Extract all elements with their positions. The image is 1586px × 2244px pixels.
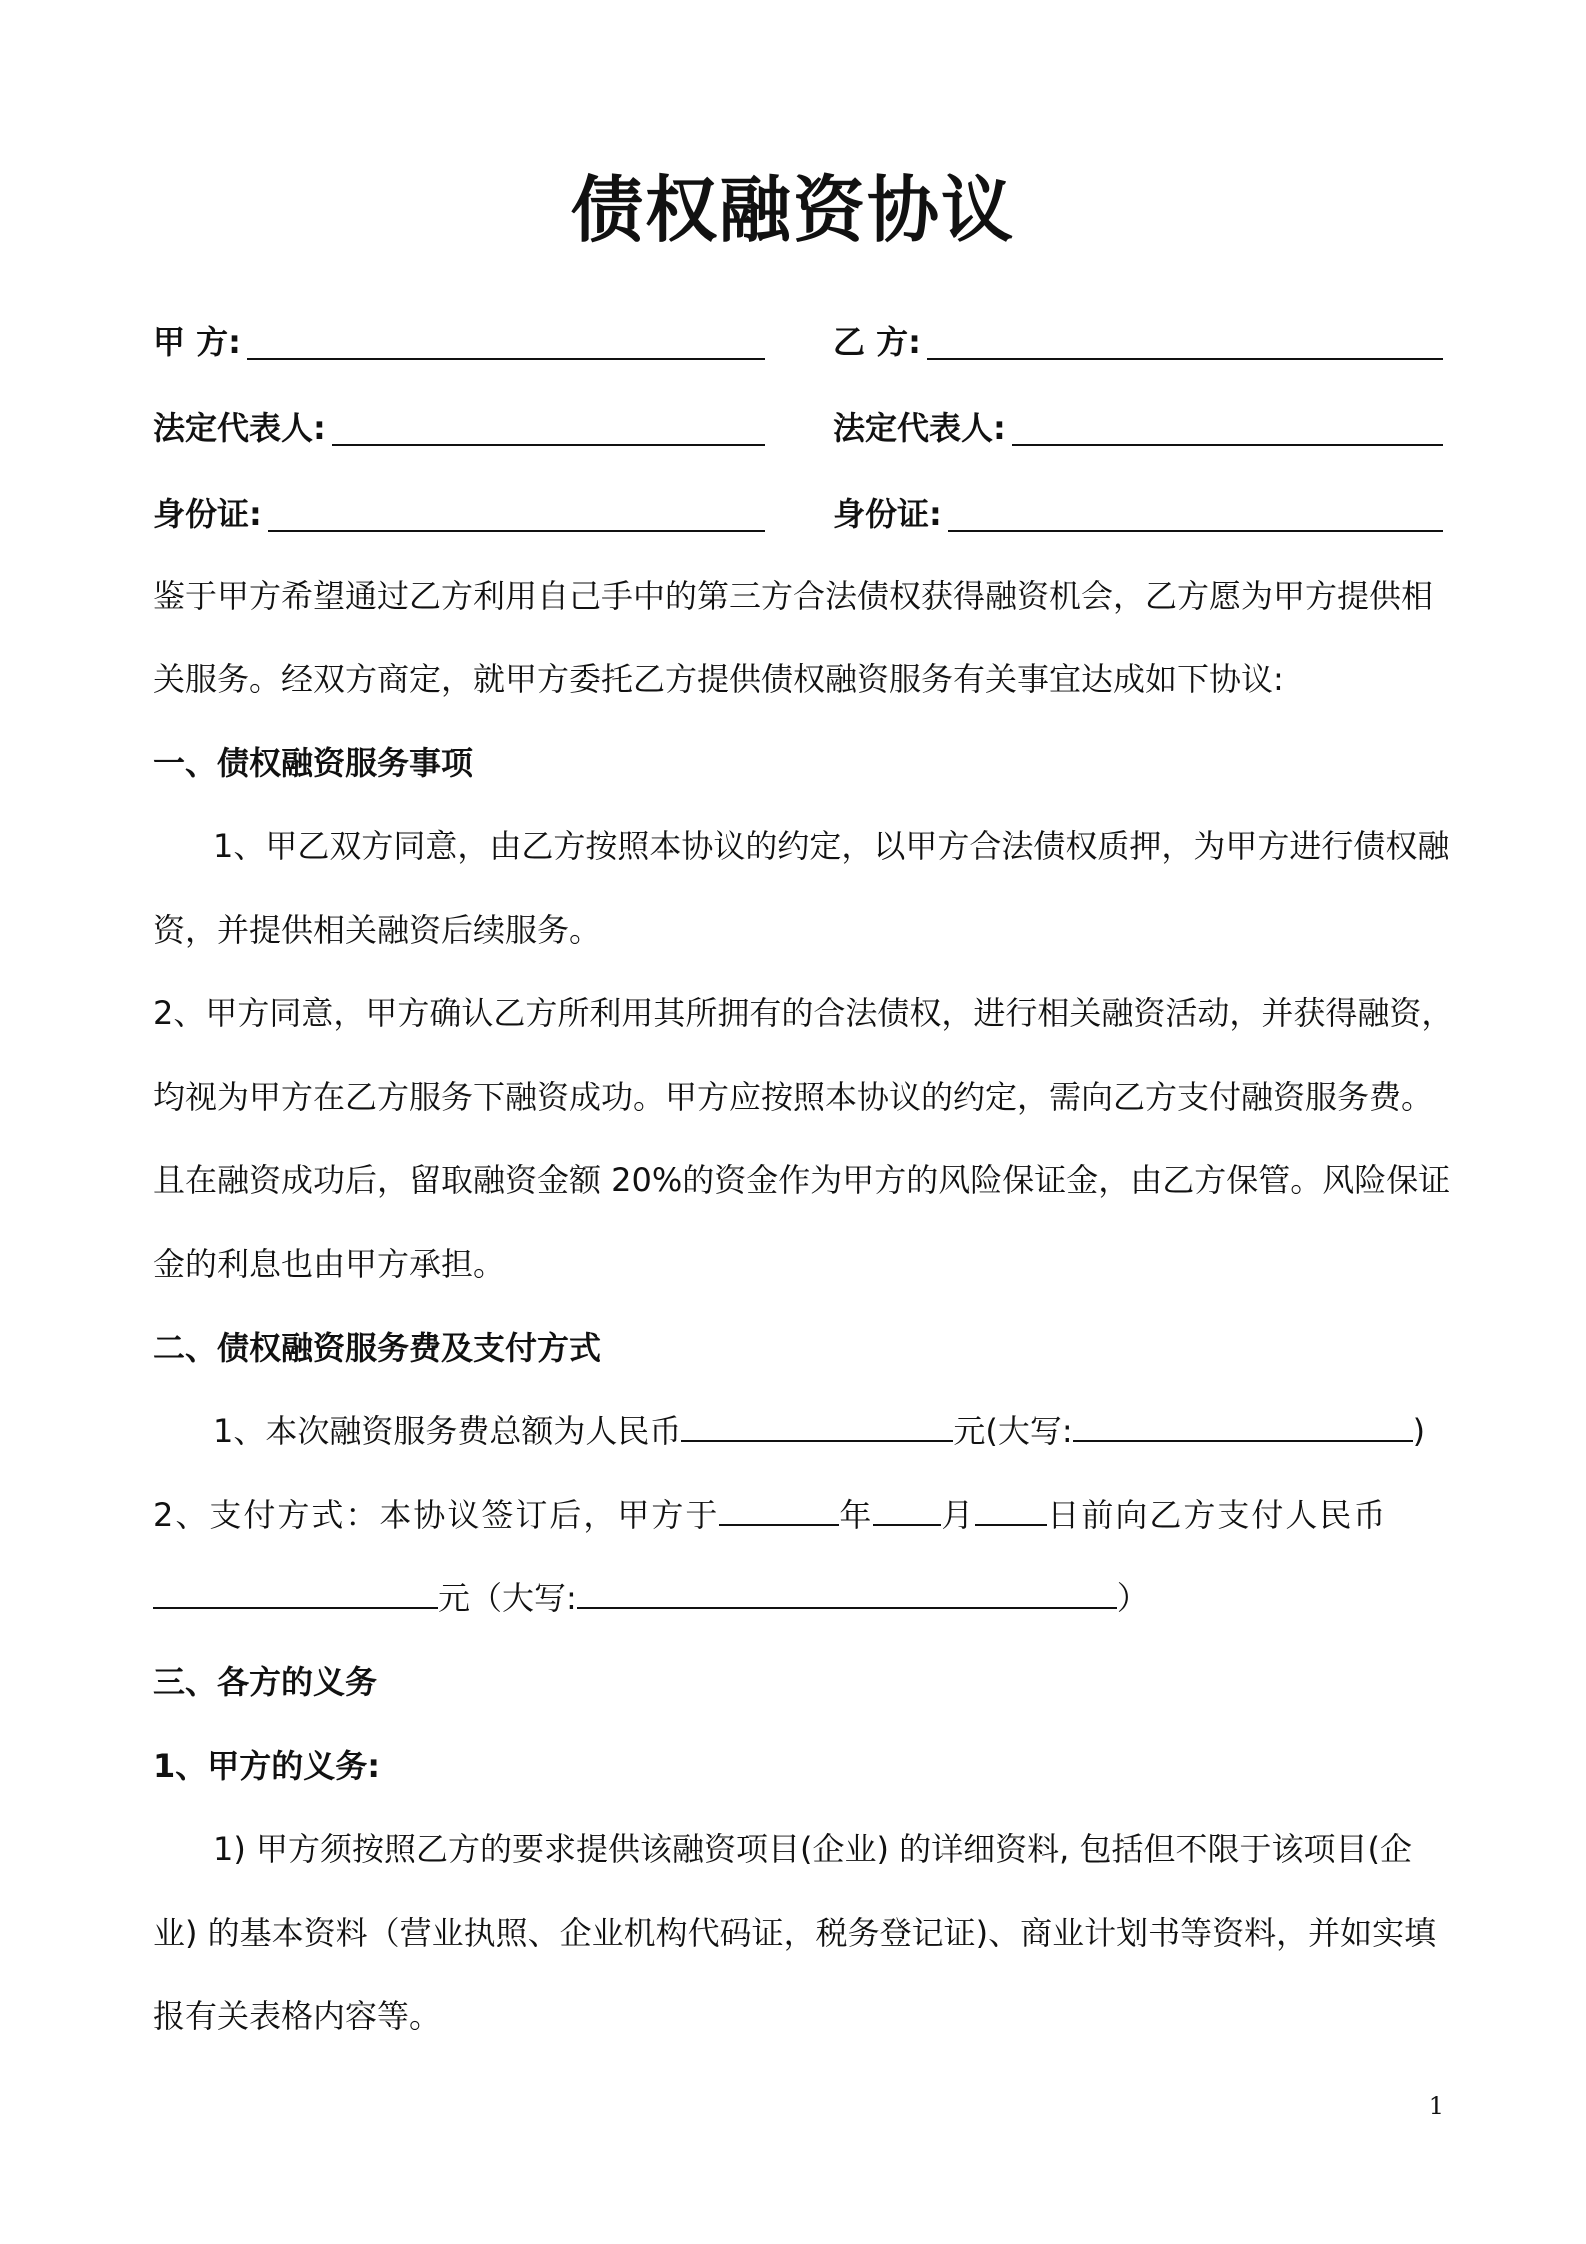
preamble-line-2: 关服务。经双方商定，就甲方委托乙方提供债权融资服务有关事宜达成如下协议: [153, 660, 1284, 698]
section-1-item-1-line-2: 资，并提供相关融资后续服务。 [153, 911, 602, 949]
representative-row [153, 398, 1443, 458]
preamble-line-1: 鉴于甲方希望通过乙方利用自己手中的第三方合法债权获得融资机会，乙方愿为甲方提供相 [153, 577, 1434, 615]
fee-capital-prefix: 元(大写: [953, 1412, 1073, 1450]
section-1-item-1-line-1: 1、甲乙双方同意，由乙方按照本协议的约定，以甲方合法债权质押，为甲方进行债权融 [213, 827, 1450, 865]
section-2-item-2-line-1 [153, 1490, 1443, 1540]
payment-capital-close: ） [1116, 1579, 1149, 1617]
payment-day-blank [975, 1490, 1047, 1526]
rep-b-field [833, 398, 1443, 458]
rep-a-field [153, 398, 765, 458]
section-2-item-1 [213, 1406, 1443, 1456]
section-1-item-2-line-4: 金的利息也由甲方承担。 [153, 1245, 506, 1283]
id-row [153, 484, 1443, 544]
fee-capital-close: ) [1412, 1412, 1426, 1450]
section-1-item-2-line-2: 均视为甲方在乙方服务下融资成功。甲方应按照本协议的约定，需向乙方支付融资服务费。 [153, 1078, 1434, 1116]
payment-month-blank [873, 1490, 941, 1526]
payment-capital-blank [577, 1573, 1117, 1609]
fee-capital-blank [1073, 1406, 1413, 1442]
party-b-label: 乙 方: [833, 323, 921, 361]
rep-a-blank [332, 410, 765, 446]
fee-amount-blank [681, 1406, 953, 1442]
party-a-blank [247, 324, 765, 360]
section-3-heading: 三、各方的义务 [153, 1663, 378, 1701]
id-b-field [833, 484, 1443, 544]
section-2-item-2-line-2 [153, 1573, 1443, 1623]
rep-a-label: 法定代表人: [153, 409, 326, 447]
payment-capital-prefix: 元（大写: [438, 1579, 577, 1617]
party-a-label: 甲 方: [153, 323, 241, 361]
party-a-field [153, 312, 765, 372]
id-a-blank [268, 496, 765, 532]
party-row [153, 312, 1443, 372]
payment-year-blank [719, 1490, 839, 1526]
section-1-item-2-line-1: 2、甲方同意，甲方确认乙方所利用其所拥有的合法债权，进行相关融资活动，并获得融资， [153, 994, 1454, 1032]
payment-year-label: 年 [839, 1496, 874, 1534]
section-1-item-2-line-3: 且在融资成功后，留取融资金额 20%的资金作为甲方的风险保证金，由乙方保管。风险保证 [153, 1161, 1451, 1199]
section-1-heading: 一、债权融资服务事项 [153, 744, 474, 782]
id-a-field [153, 484, 765, 544]
rep-b-blank [1012, 410, 1443, 446]
party-b-field [833, 312, 1443, 372]
payment-prefix: 2、支付方式：本协议签订后，甲方于 [153, 1496, 720, 1534]
section-3-sub-1-item-1-line-2: 业) 的基本资料（营业执照、企业机构代码证，税务登记证)、商业计划书等资料，并如实填 [153, 1914, 1437, 1952]
section-3-sub-1-item-1-line-3: 报有关表格内容等。 [153, 1997, 442, 2035]
section-2-heading: 二、债权融资服务费及支付方式 [153, 1329, 602, 1367]
payment-month-label: 月 [941, 1496, 976, 1534]
id-b-blank [948, 496, 1443, 532]
document-title: 债权融资协议 [570, 168, 1015, 252]
id-a-label: 身份证: [153, 495, 262, 533]
section-3-sub-1-item-1-line-1: 1) 甲方须按照乙方的要求提供该融资项目(企业) 的详细资料, 包括但不限于该项目(企 [213, 1830, 1412, 1868]
section-3-sub-1-heading: 1、甲方的义务: [153, 1747, 381, 1785]
party-b-blank [927, 324, 1443, 360]
rep-b-label: 法定代表人: [833, 409, 1006, 447]
fee-total-prefix: 1、本次融资服务费总额为人民币 [213, 1412, 682, 1450]
page-number: 1 [1428, 2092, 1444, 2120]
payment-amount-blank [153, 1573, 438, 1609]
payment-day-suffix: 日前向乙方支付人民币 [1047, 1496, 1388, 1534]
id-b-label: 身份证: [833, 495, 942, 533]
